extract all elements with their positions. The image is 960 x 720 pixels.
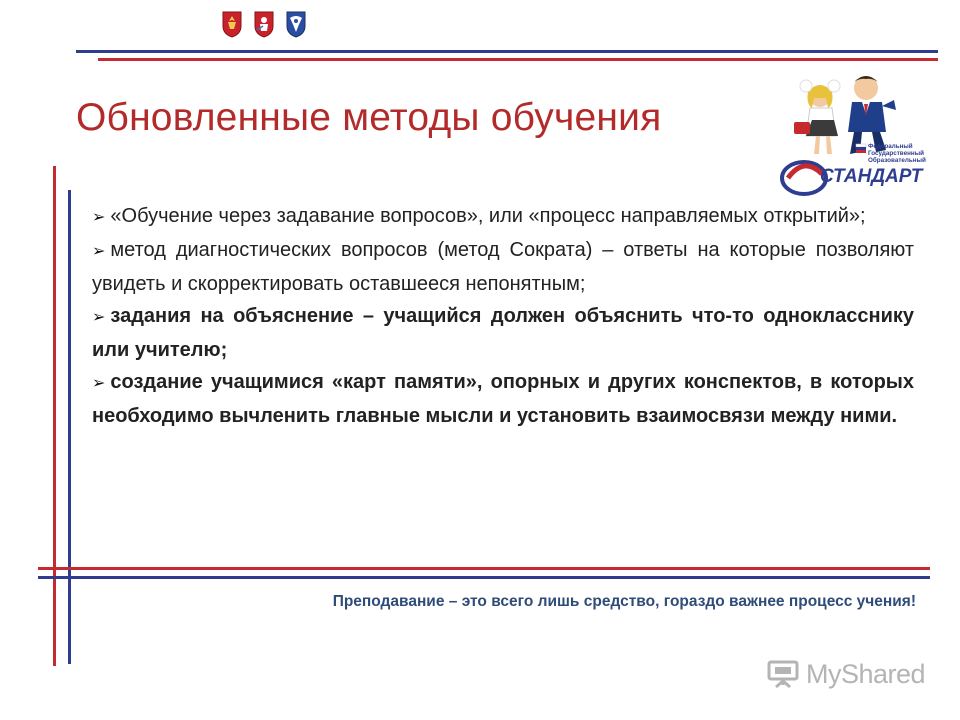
watermark-text: MyShared	[806, 658, 926, 689]
list-item-text: «Обучение через задавание вопросов», или «процесс направляемых открытий»;	[110, 205, 866, 227]
list-item	[92, 300, 914, 366]
top-divider-red	[98, 58, 938, 61]
logo-word: СТАНДАРТ	[820, 166, 923, 187]
bottom-divider-blue	[38, 576, 930, 579]
logo-caption-line-1: Федеральный	[868, 143, 913, 150]
myshared-watermark	[766, 654, 936, 694]
logo-caption-line-2: Государственный	[868, 150, 924, 157]
list-item	[92, 234, 914, 300]
methods-list	[92, 200, 914, 432]
list-item-text: создание учащимися «карт памяти», опорных и других конспектов, в которых необходимо вычленить главные мысли и установить взаимосвязи между ними.	[92, 371, 914, 427]
list-item	[92, 200, 914, 234]
arrow-bullet-icon: ➢	[92, 309, 106, 326]
list-item	[92, 366, 914, 432]
arrow-bullet-icon: ➢	[92, 209, 106, 226]
top-divider-blue	[76, 50, 938, 53]
left-vertical-red	[53, 166, 56, 666]
fgos-standard-logo	[776, 70, 926, 200]
russia-coat-of-arms-icon	[221, 10, 243, 38]
page-title: Обновленные методы обучения	[76, 96, 662, 139]
list-item-text: метод диагностических вопросов (метод Сократа) – ответы на которые позволяют увидеть и скорректировать оставшееся непонятным;	[92, 239, 914, 295]
presentation-icon	[766, 659, 800, 689]
list-item-text: задания на объяснение – учащийся должен объяснить что-то однокласснику или учителю;	[92, 305, 914, 361]
logo-caption-line-3: Образовательный	[868, 157, 926, 164]
moscow-coat-of-arms-icon	[253, 10, 275, 38]
arrow-bullet-icon: ➢	[92, 375, 106, 392]
footer-quote: Преподавание – это всего лишь средство, гораздо важнее процесс учения!	[332, 593, 916, 610]
district-emblem-icon	[285, 10, 307, 38]
arrow-bullet-icon: ➢	[92, 243, 106, 260]
bottom-divider-red	[38, 567, 930, 570]
